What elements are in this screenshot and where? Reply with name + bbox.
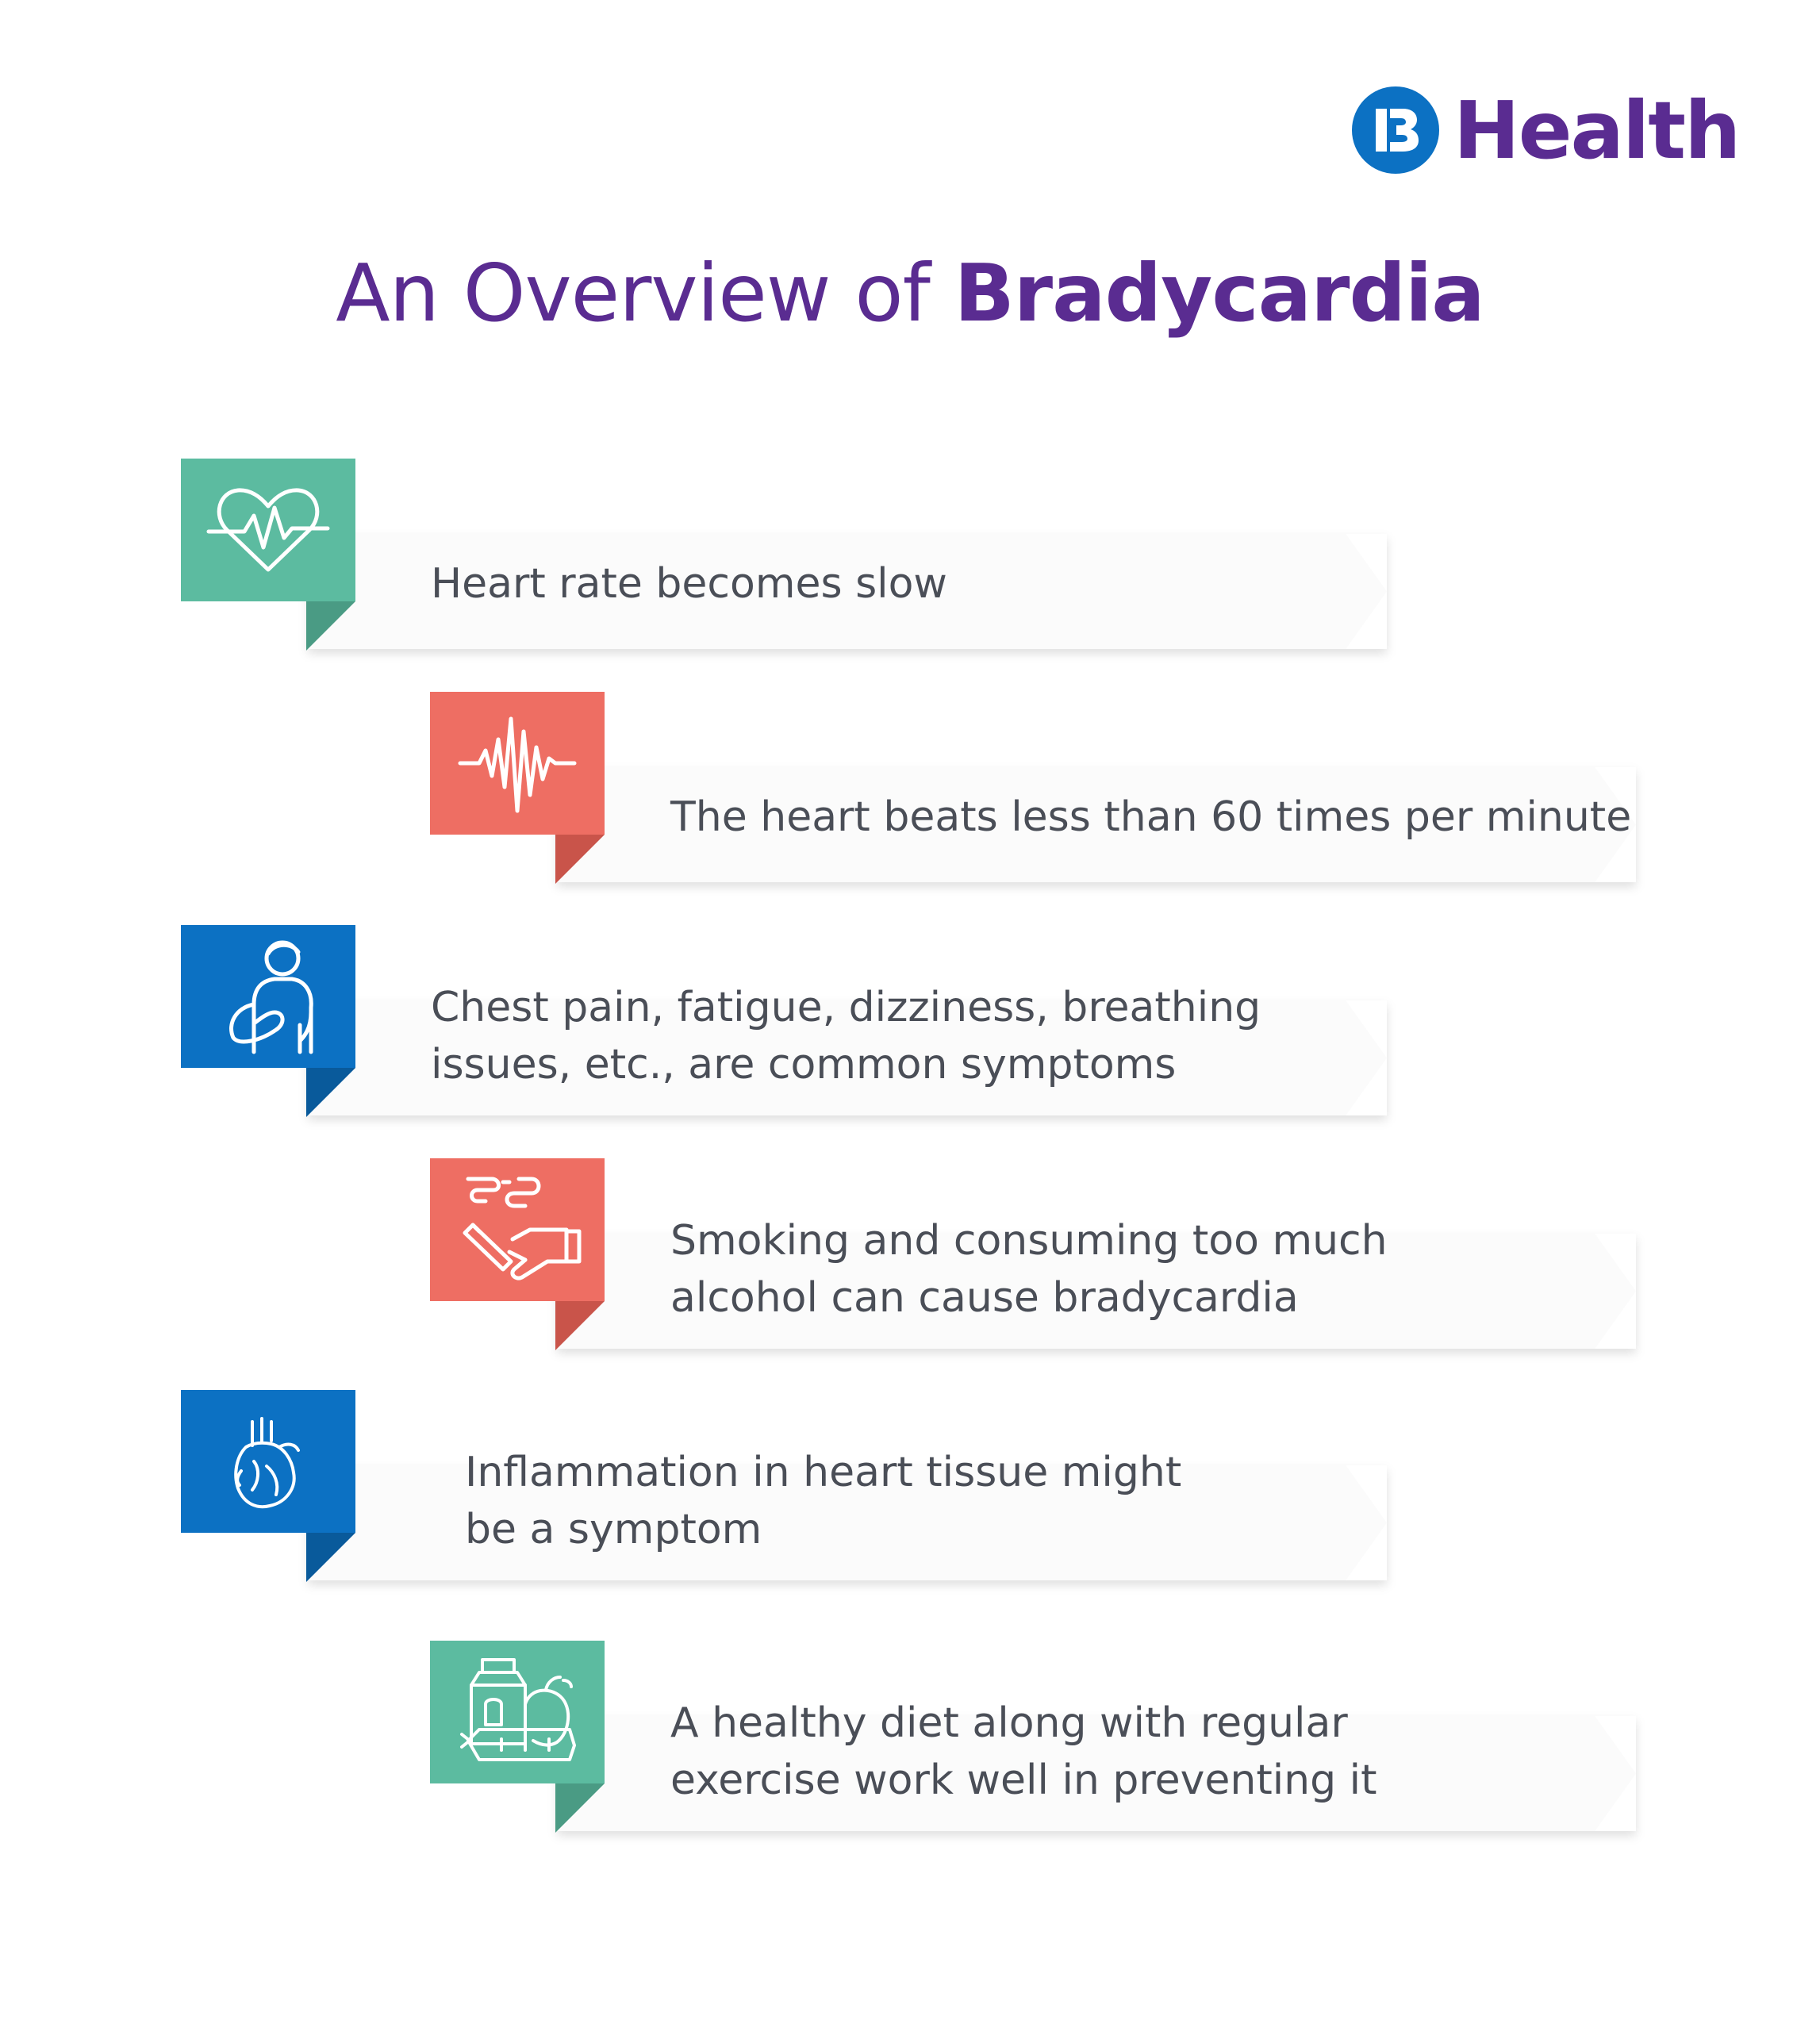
item-text: The heart beats less than 60 times per minute [670, 793, 1632, 841]
item-text-line: alcohol can cause bradycardia [670, 1274, 1299, 1322]
item-text [431, 979, 1261, 1093]
brand-name: Health [1453, 84, 1740, 177]
list-item [430, 692, 1820, 898]
item-text-line: Chest pain, fatigue, dizziness, breathing [431, 984, 1261, 1031]
pulse-wave-icon [430, 692, 605, 835]
anatomical-heart-icon [181, 1390, 355, 1533]
list-item [430, 1158, 1820, 1365]
item-tile [430, 1158, 605, 1301]
item-text-line: exercise work well in preventing it [670, 1756, 1377, 1804]
healthy-food-icon [430, 1641, 605, 1783]
list-item [181, 1390, 1633, 1596]
brand-logo [1352, 83, 1740, 179]
item-tile [430, 1641, 605, 1783]
list-item [430, 1641, 1820, 1847]
item-text [465, 1444, 1181, 1558]
item-text-line: Inflammation in heart tissue might [465, 1449, 1182, 1496]
list-item [181, 925, 1633, 1131]
item-text-line: be a symptom [465, 1506, 762, 1553]
item-text [670, 1695, 1377, 1809]
item-text-line: A healthy diet along with regular [670, 1699, 1348, 1747]
item-text-line: Smoking and consuming too much [670, 1217, 1388, 1265]
item-tile [181, 1390, 355, 1533]
list-item [181, 459, 1633, 665]
page-title [0, 238, 1820, 349]
heartbeat-icon [181, 459, 355, 601]
item-tile [181, 459, 355, 601]
item-tile [430, 692, 605, 835]
item-tile [181, 925, 355, 1068]
item-text: Heart rate becomes slow [431, 560, 947, 608]
b-logo-icon [1352, 86, 1439, 174]
smoking-hand-icon [430, 1158, 605, 1301]
chest-pain-person-icon [181, 925, 355, 1068]
title-part-1: An Overview of [336, 247, 930, 340]
title-part-2: Bradycardia [954, 247, 1484, 340]
item-text-line: issues, etc., are common symptoms [431, 1041, 1177, 1088]
item-text [670, 1212, 1388, 1326]
